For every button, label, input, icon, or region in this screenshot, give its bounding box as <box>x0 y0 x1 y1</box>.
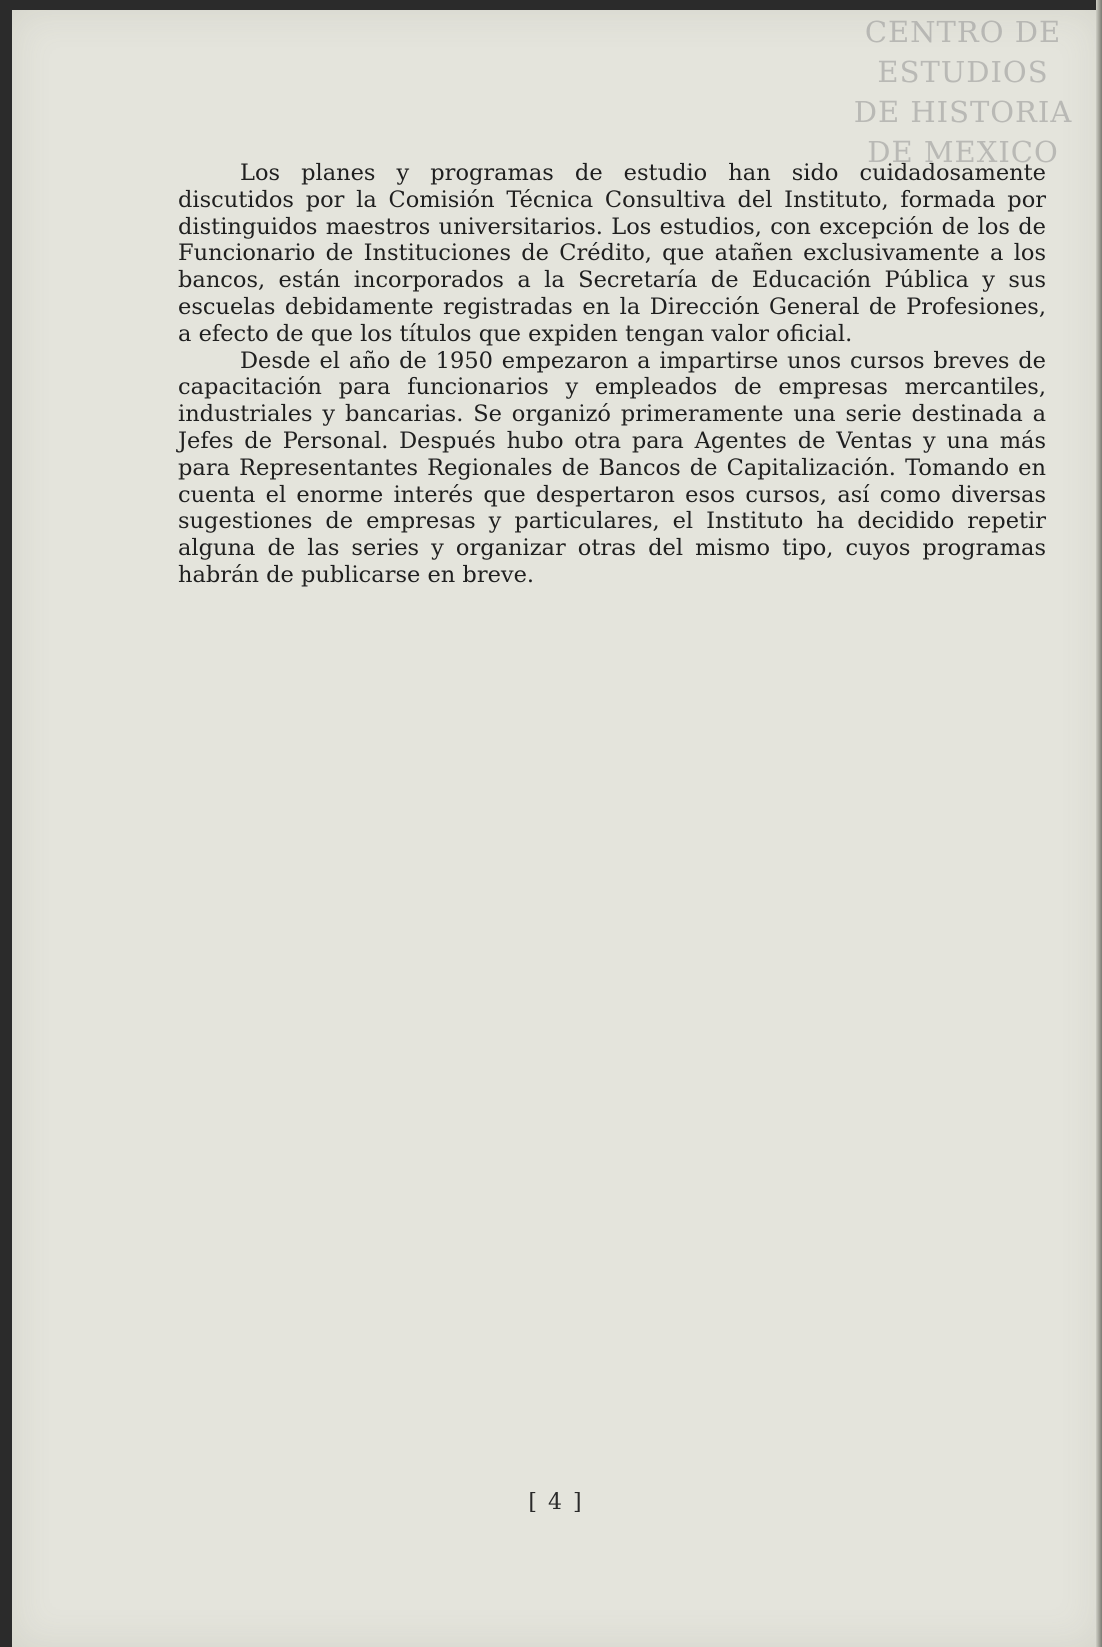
watermark-line: DE MEXICO <box>867 135 1059 169</box>
paper-sheet <box>12 10 1100 1647</box>
watermark-line: ESTUDIOS <box>877 55 1049 89</box>
page-edge <box>1096 0 1102 1647</box>
watermark-line: CENTRO DE <box>864 15 1062 49</box>
watermark-line: DE HISTORIA <box>853 95 1073 129</box>
paragraph: Desde el año de 1950 empezaron a impartirse unos cursos breves de capacitación para funcionarios y empleados de empresas mercantiles, industriales y bancarias. Se organizó primeramente una serie destinada a Jefes de Personal. Después hubo otra para Agentes de Ventas y una más para Representantes Regionales de Bancos de Capitalización. Tomando en cuenta el enorme interés que despertaron esos cursos, así como diversas sugestiones de empresas y particulares, el Instituto ha decidido repetir alguna de las series y organizar otras del mismo tipo, cuyos programas habrán de publicarse en breve. <box>178 347 1046 588</box>
body-text <box>178 160 1046 589</box>
paragraph: Los planes y programas de estudio han sido cuidadosamente discutidos por la Comisión Técnica Consultiva del Instituto, formada por distinguidos maestros universitarios. Los estudios, con excepción de los de Funcionario de Instituciones de Crédito, que atañen exclusivamente a los bancos, están incorporados a la Secretaría de Educación Pública y sus escuelas debidamente registradas en la Dirección General de Profesiones, a efecto de que los títulos que expiden tengan valor oficial. <box>178 160 1046 347</box>
page-number: [ 4 ] <box>528 1490 584 1515</box>
archive-watermark <box>848 12 1078 172</box>
